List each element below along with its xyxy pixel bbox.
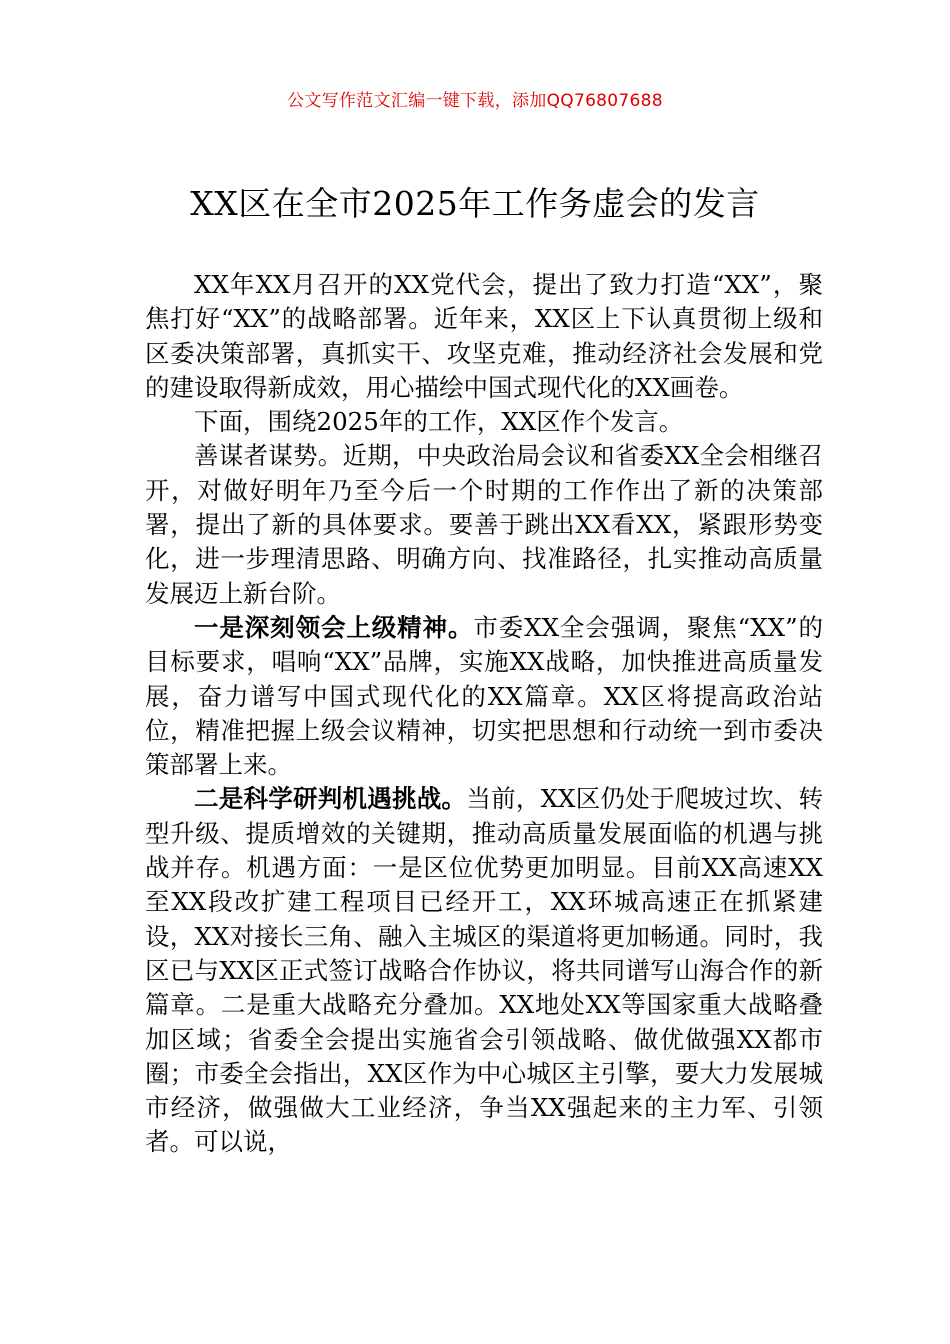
paragraph-text: 下面，围绕2025年的工作，XX区作个发言。 bbox=[194, 407, 684, 437]
paragraph bbox=[145, 405, 823, 439]
paragraph bbox=[145, 268, 823, 405]
paragraph-text: XX年XX月召开的XX党代会，提出了致力打造“XX”，聚焦打好“XX”的战略部署。近年来，XX区上下认真贯彻上级和区委决策部署，真抓实干、攻坚克难，推动经济社会发展和党的建设取得新成效，用心描绘中国式现代化的XX画卷。 bbox=[145, 270, 823, 402]
paragraph bbox=[145, 439, 823, 610]
paragraph-lead: 一是深刻领会上级精神。 bbox=[194, 612, 474, 642]
paragraph-lead: 二是科学研判机遇挑战。 bbox=[194, 784, 467, 814]
paragraph-text: 市委XX全会强调，聚焦“XX”的目标要求，唱响“XX”品牌，实施XX战略，加快推进高质量发展，奋力谱写中国式现代化的XX篇章。XX区将提高政治站位，精准把握上级会议精神，切实把思想和行动统一到市委决策部署上来。 bbox=[145, 612, 823, 780]
paragraph bbox=[145, 611, 823, 782]
speech-body bbox=[145, 268, 823, 1160]
paragraph bbox=[145, 782, 823, 1159]
page-title: XX区在全市2025年工作务虚会的发言 bbox=[190, 184, 760, 223]
paragraph-text: 当前，XX区仍处于爬坡过坎、转型升级、提质增效的关键期，推动高质量发展面临的机遇与挑战并存。机遇方面：一是区位优势更加明显。目前XX高速XX至XX段改扩建工程项目已经开工，XX环城高速正在抓紧建设，XX对接长三角、融入主城区的渠道将更加畅通。同时，我区已与XX区正式签订战略合作协议，将共同谱写山海合作的新篇章。二是重大战略充分叠加。XX地处XX等国家重大战略叠加区域；省委全会提出实施省会引领战略、做优做强XX都市圈；市委全会指出，XX区作为中心城区主引擎，要大力发展城市经济，做强做大工业经济，争当XX强起来的主力军、引领者。可以说， bbox=[145, 784, 824, 1157]
paragraph-text: 善谋者谋势。近期，中央政治局会议和省委XX全会相继召开，对做好明年乃至今后一个时期的工作作出了新的决策部署，提出了新的具体要求。要善于跳出XX看XX，紧跟形势变化，进一步理清思路、明确方向、找准路径，扎实推动高质量发展迈上新台阶。 bbox=[145, 441, 823, 608]
download-notice: 公文写作范文汇编一键下载，添加QQ76807688 bbox=[287, 91, 663, 111]
